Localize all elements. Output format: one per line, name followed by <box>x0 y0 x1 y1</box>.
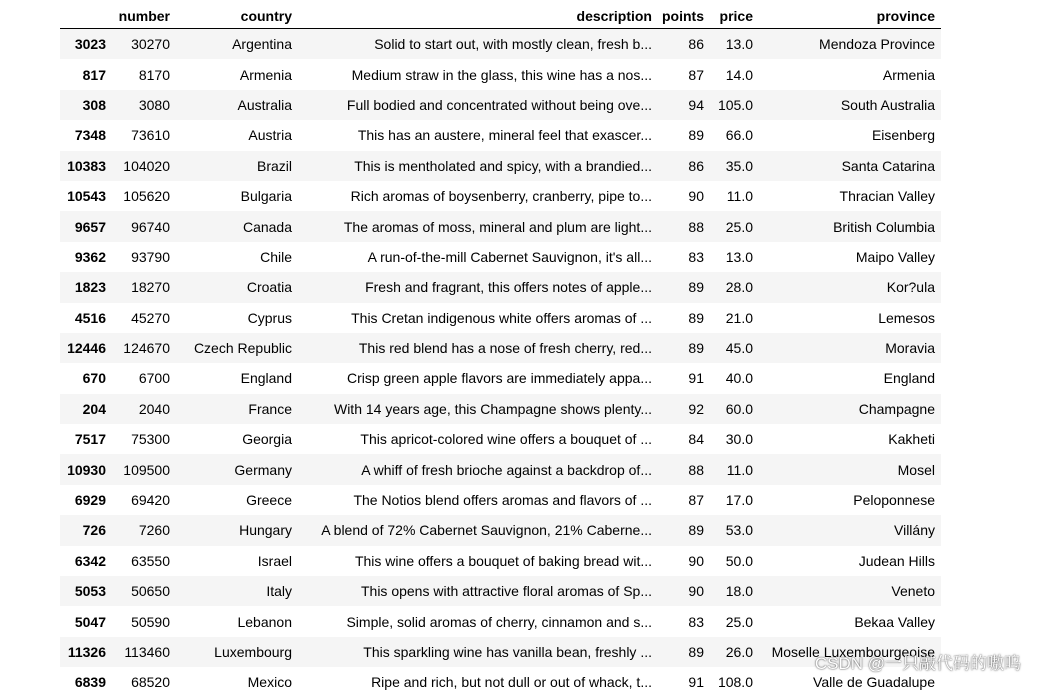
cell-description: This has an austere, mineral feel that exascer... <box>357 127 652 144</box>
cell-index: 10930 <box>67 461 106 478</box>
cell-country: Lebanon <box>237 613 292 630</box>
cell-province: Champagne <box>858 400 935 417</box>
cell-points: 86 <box>688 36 704 53</box>
cell-province: Maipo Valley <box>855 248 935 265</box>
cell-number: 93790 <box>131 248 170 265</box>
table-row <box>60 485 941 515</box>
cell-points: 91 <box>688 674 704 691</box>
cell-country: Croatia <box>246 279 292 296</box>
table-row <box>60 120 941 150</box>
cell-province: Judean Hills <box>858 552 935 569</box>
cell-index: 11326 <box>67 644 106 660</box>
cell-number: 50590 <box>131 613 170 630</box>
table-row <box>60 394 941 424</box>
cell-points: 92 <box>688 400 704 417</box>
cell-index: 6929 <box>74 492 106 509</box>
cell-points: 88 <box>688 461 704 478</box>
cell-number: 68520 <box>131 674 170 691</box>
cell-description: This Cretan indigenous white offers aromas of ... <box>351 309 652 326</box>
cell-price: 25.0 <box>725 218 753 235</box>
cell-number: 63550 <box>131 552 170 569</box>
cell-points: 86 <box>688 157 704 174</box>
cell-description: The Notios blend offers aromas and flavors of ... <box>353 492 652 509</box>
cell-index: 10383 <box>67 157 106 174</box>
table-row <box>60 272 941 302</box>
header-description: description <box>298 0 658 29</box>
cell-description: This wine offers a bouquet of baking bread wit... <box>354 552 652 569</box>
cell-number: 69420 <box>131 492 170 509</box>
header-country: country <box>176 0 298 29</box>
cell-country: Chile <box>260 248 292 265</box>
header-row <box>60 0 941 29</box>
table-body <box>60 29 941 698</box>
cell-province: Peloponnese <box>853 492 935 509</box>
cell-province: Mendoza Province <box>819 36 935 53</box>
table-row <box>60 363 941 393</box>
cell-number: 105620 <box>123 188 170 205</box>
cell-index: 5047 <box>74 613 106 630</box>
cell-price: 11.0 <box>726 461 753 478</box>
header-province: province <box>759 0 941 29</box>
dataframe-table <box>60 0 941 698</box>
cell-province: Kor?ula <box>886 279 935 296</box>
cell-price: 30.0 <box>725 431 753 448</box>
cell-price: 25.0 <box>725 613 753 630</box>
cell-index: 5053 <box>74 583 106 600</box>
cell-index: 6839 <box>74 674 106 691</box>
table-row <box>60 637 941 667</box>
cell-country: Czech Republic <box>193 340 292 357</box>
cell-number: 30270 <box>131 36 170 53</box>
cell-province: British Columbia <box>833 218 935 235</box>
cell-price: 17.0 <box>725 492 753 509</box>
cell-number: 2040 <box>138 400 170 417</box>
cell-points: 90 <box>688 552 704 569</box>
table-row <box>60 515 941 545</box>
cell-description: This sparkling wine has vanilla bean, freshly ... <box>363 644 652 660</box>
cell-number: 7260 <box>138 522 170 539</box>
cell-description: A whiff of fresh brioche against a backdrop of... <box>361 461 652 478</box>
cell-description: This opens with attractive floral aromas of Sp... <box>360 583 652 600</box>
cell-points: 84 <box>688 431 704 448</box>
cell-description: This is mentholated and spicy, with a brandied... <box>354 157 652 174</box>
cell-country: Bulgaria <box>240 188 292 205</box>
cell-description: Full bodied and concentrated without being ove... <box>346 96 652 113</box>
cell-points: 89 <box>688 309 704 326</box>
cell-province: Lemesos <box>878 309 935 326</box>
cell-country: Cyprus <box>247 309 292 326</box>
cell-index: 4516 <box>74 309 106 326</box>
cell-index: 670 <box>82 370 106 387</box>
cell-points: 94 <box>688 96 704 113</box>
table-row <box>60 576 941 606</box>
table-row <box>60 333 941 363</box>
table-row <box>60 454 941 484</box>
cell-number: 3080 <box>138 96 170 113</box>
cell-province: Armenia <box>882 66 935 83</box>
table-row <box>60 90 941 120</box>
cell-description: Solid to start out, with mostly clean, fresh b... <box>374 36 652 53</box>
cell-points: 89 <box>688 644 704 660</box>
cell-index: 10543 <box>67 188 106 205</box>
cell-description: A blend of 72% Cabernet Sauvignon, 21% Caberne... <box>321 522 652 539</box>
cell-price: 105.0 <box>717 96 753 113</box>
cell-points: 90 <box>688 583 704 600</box>
watermark: CSDN @一只敲代码的嗷呜 <box>814 654 1021 673</box>
cell-price: 66.0 <box>725 127 753 144</box>
cell-price: 18.0 <box>725 583 753 600</box>
header-number: number <box>112 0 176 29</box>
cell-province: Veneto <box>891 583 935 600</box>
cell-description: This red blend has a nose of fresh cherry, red... <box>358 340 652 357</box>
cell-number: 124670 <box>123 340 170 357</box>
cell-price: 14.0 <box>725 66 753 83</box>
cell-description: This apricot-colored wine offers a bouquet of ... <box>360 431 652 448</box>
table-row <box>60 546 941 576</box>
cell-index: 9362 <box>74 248 106 265</box>
cell-province: Mosel <box>897 461 935 478</box>
cell-price: 13.0 <box>725 248 753 265</box>
cell-country: England <box>240 370 292 387</box>
cell-country: Hungary <box>239 522 292 539</box>
cell-points: 91 <box>688 370 704 387</box>
cell-country: Germany <box>234 461 292 478</box>
cell-index: 9657 <box>74 218 106 235</box>
cell-number: 75300 <box>131 431 170 448</box>
cell-price: 45.0 <box>725 340 753 357</box>
table-row <box>60 242 941 272</box>
cell-index: 817 <box>82 66 106 83</box>
cell-price: 13.0 <box>725 36 753 53</box>
cell-province: Bekaa Valley <box>854 613 935 630</box>
cell-points: 89 <box>688 340 704 357</box>
cell-description: The aromas of moss, mineral and plum are light... <box>343 218 652 235</box>
cell-index: 1823 <box>74 279 106 296</box>
cell-country: Italy <box>266 583 292 600</box>
cell-price: 60.0 <box>725 400 753 417</box>
cell-province: Valle de Guadalupe <box>813 674 935 691</box>
cell-description: Crisp green apple flavors are immediately appa... <box>346 370 652 387</box>
cell-number: 6700 <box>138 370 170 387</box>
cell-index: 7517 <box>74 431 106 448</box>
cell-number: 18270 <box>131 279 170 296</box>
cell-country: Greece <box>246 492 292 509</box>
cell-index: 3023 <box>74 36 106 53</box>
table-header <box>60 0 941 29</box>
cell-points: 83 <box>688 613 704 630</box>
cell-number: 96740 <box>131 218 170 235</box>
cell-country: Argentina <box>232 36 292 53</box>
cell-country: Georgia <box>242 431 292 448</box>
cell-index: 7348 <box>74 127 106 144</box>
cell-description: A run-of-the-mill Cabernet Sauvignon, it's all... <box>367 248 652 265</box>
cell-number: 50650 <box>131 583 170 600</box>
header-index <box>60 0 112 29</box>
header-price: price <box>710 0 759 29</box>
cell-country: Canada <box>242 218 292 235</box>
cell-price: 11.0 <box>726 188 753 205</box>
cell-description: Ripe and rich, but not dull or out of whack, t... <box>371 674 652 691</box>
cell-province: Moselle Luxembourgeoise <box>771 644 935 660</box>
table-row <box>60 424 941 454</box>
cell-price: 21.0 <box>725 309 753 326</box>
cell-province: Moravia <box>885 340 935 357</box>
cell-number: 8170 <box>138 66 170 83</box>
cell-points: 88 <box>688 218 704 235</box>
cell-country: Luxembourg <box>214 644 292 660</box>
cell-number: 109500 <box>123 461 170 478</box>
table-row <box>60 606 941 636</box>
cell-province: England <box>883 370 935 387</box>
cell-country: Australia <box>237 96 292 113</box>
cell-province: Villány <box>894 522 935 539</box>
cell-province: Eisenberg <box>871 127 935 144</box>
cell-index: 6342 <box>74 552 106 569</box>
cell-country: Mexico <box>247 674 292 691</box>
cell-description: Rich aromas of boysenberry, cranberry, pipe to... <box>350 188 652 205</box>
cell-number: 104020 <box>123 157 170 174</box>
table-row <box>60 667 941 697</box>
cell-price: 26.0 <box>725 644 753 660</box>
cell-price: 50.0 <box>725 552 753 569</box>
cell-index: 726 <box>82 522 106 539</box>
cell-country: Austria <box>248 127 292 144</box>
header-points: points <box>658 0 710 29</box>
cell-price: 53.0 <box>725 522 753 539</box>
cell-number: 73610 <box>131 127 170 144</box>
table-row <box>60 151 941 181</box>
cell-price: 28.0 <box>725 279 753 296</box>
cell-points: 90 <box>688 188 704 205</box>
cell-country: Israel <box>257 552 292 569</box>
cell-number: 45270 <box>131 309 170 326</box>
cell-province: Santa Catarina <box>841 157 935 174</box>
cell-province: South Australia <box>840 96 935 113</box>
cell-country: France <box>248 400 292 417</box>
table-row <box>60 303 941 333</box>
cell-description: Fresh and fragrant, this offers notes of apple... <box>365 279 652 296</box>
table-row <box>60 211 941 241</box>
cell-points: 89 <box>688 127 704 144</box>
cell-index: 308 <box>82 96 106 113</box>
cell-price: 40.0 <box>725 370 753 387</box>
cell-price: 35.0 <box>725 157 753 174</box>
cell-description: Simple, solid aromas of cherry, cinnamon and s... <box>346 613 652 630</box>
cell-province: Kakheti <box>888 431 935 448</box>
table-row <box>60 29 941 60</box>
cell-description: With 14 years age, this Champagne shows plenty... <box>333 400 652 417</box>
cell-country: Armenia <box>239 66 292 83</box>
cell-description: Medium straw in the glass, this wine has a nos... <box>351 66 652 83</box>
table-row <box>60 59 941 89</box>
cell-points: 87 <box>688 66 704 83</box>
cell-points: 87 <box>688 492 704 509</box>
cell-points: 89 <box>688 279 704 296</box>
table-row <box>60 181 941 211</box>
cell-province: Thracian Valley <box>839 188 935 205</box>
cell-country: Brazil <box>256 157 292 174</box>
cell-price: 108.0 <box>717 674 753 691</box>
cell-points: 89 <box>688 522 704 539</box>
cell-index: 12446 <box>67 340 106 357</box>
cell-number: 113460 <box>124 644 170 660</box>
cell-points: 83 <box>688 248 704 265</box>
cell-index: 204 <box>82 400 106 417</box>
